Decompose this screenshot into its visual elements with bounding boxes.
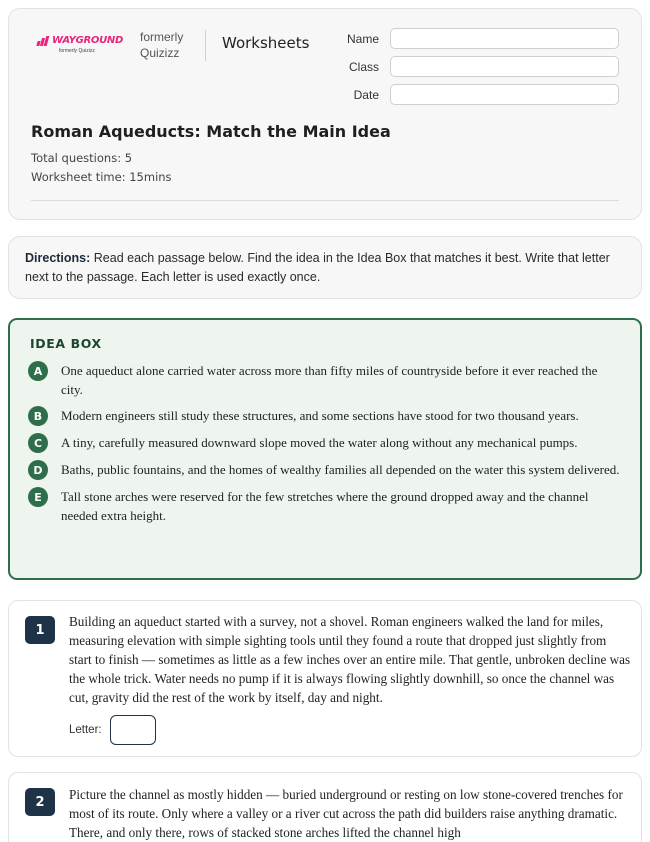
- worksheet-time: Worksheet time: 15mins: [31, 170, 172, 184]
- letter-label: Letter:: [69, 724, 102, 736]
- worksheets-label: Worksheets: [222, 34, 310, 52]
- worksheet-header: [8, 8, 642, 220]
- formerly-text: formerly Quizizz: [140, 30, 184, 60]
- idea-letter-badge: C: [28, 433, 48, 453]
- idea-text: Baths, public fountains, and the homes of wealthy families all depended on the water this system delivered.: [61, 462, 620, 477]
- question-number-badge: 2: [25, 788, 55, 816]
- idea-item: [28, 407, 622, 426]
- idea-box-title: IDEA BOX: [30, 336, 102, 351]
- idea-box: [8, 318, 642, 580]
- idea-text: One aqueduct alone carried water across more than fifty miles of countryside before it ever reached the city.: [61, 363, 598, 397]
- header-divider: [205, 30, 206, 61]
- idea-text: Tall stone arches were reserved for the few stretches where the ground dropped away and the channel needed extra height.: [61, 489, 589, 523]
- question-card: [8, 772, 642, 842]
- class-field[interactable]: [390, 56, 619, 77]
- question-passage: Building an aqueduct started with a survey, not a shovel. Roman engineers walked the land for miles, measuring elevation with simple sighting tools until they found a route that dropped just slightly from start to finish — sometimes as little as a few inches over an entire mile. That gentle, unbroken decline was the whole trick. Water needs no pump if it is always flowing slightly downhill, so once the channel was cut, gravity did the rest of the work by itself, day and night.: [69, 614, 631, 705]
- name-field[interactable]: [390, 28, 619, 49]
- idea-item: [28, 488, 622, 525]
- directions-body: Read each passage below. Find the idea in the Idea Box that matches it best. Write that letter next to the passage. Each letter is used exactly once.: [25, 251, 610, 284]
- idea-letter-badge: E: [28, 487, 48, 507]
- idea-item: [28, 362, 622, 399]
- page-title: Roman Aqueducts: Match the Main Idea: [31, 122, 391, 141]
- name-label: Name: [346, 32, 379, 46]
- directions-panel: [8, 236, 642, 299]
- idea-letter-badge: D: [28, 460, 48, 480]
- question-number-badge: 1: [25, 616, 55, 644]
- header-separator: [31, 200, 619, 201]
- letter-answer-input[interactable]: [110, 715, 156, 745]
- idea-item: [28, 461, 622, 480]
- date-label: Date: [353, 88, 379, 102]
- logo-text: WAYGROUND: [52, 35, 124, 46]
- logo-subtext: formerly Quizizz: [59, 48, 95, 54]
- question-card: [8, 600, 642, 757]
- total-questions: Total questions: 5: [31, 151, 133, 165]
- idea-text: A tiny, carefully measured downward slope moved the water along without any mechanical pumps.: [61, 435, 578, 450]
- idea-item: [28, 434, 622, 453]
- class-label: Class: [348, 60, 379, 74]
- question-passage: Picture the channel as mostly hidden — buried underground or resting on low stone-covered trenches for most of its route. Only where a valley or a river cut across the path did builders raise anything dramatic. There, and only there, rows of stacked stone arches lifted the channel high: [69, 787, 623, 840]
- wayground-logo: [37, 35, 123, 54]
- idea-letter-badge: A: [28, 361, 48, 381]
- directions-text: [25, 249, 625, 287]
- date-field[interactable]: [390, 84, 619, 105]
- wayground-logo-mark-icon: [37, 36, 49, 46]
- idea-letter-badge: B: [28, 406, 48, 426]
- directions-label: Directions:: [25, 251, 91, 265]
- idea-text: Modern engineers still study these structures, and some sections have stood for two thousand years.: [61, 408, 579, 423]
